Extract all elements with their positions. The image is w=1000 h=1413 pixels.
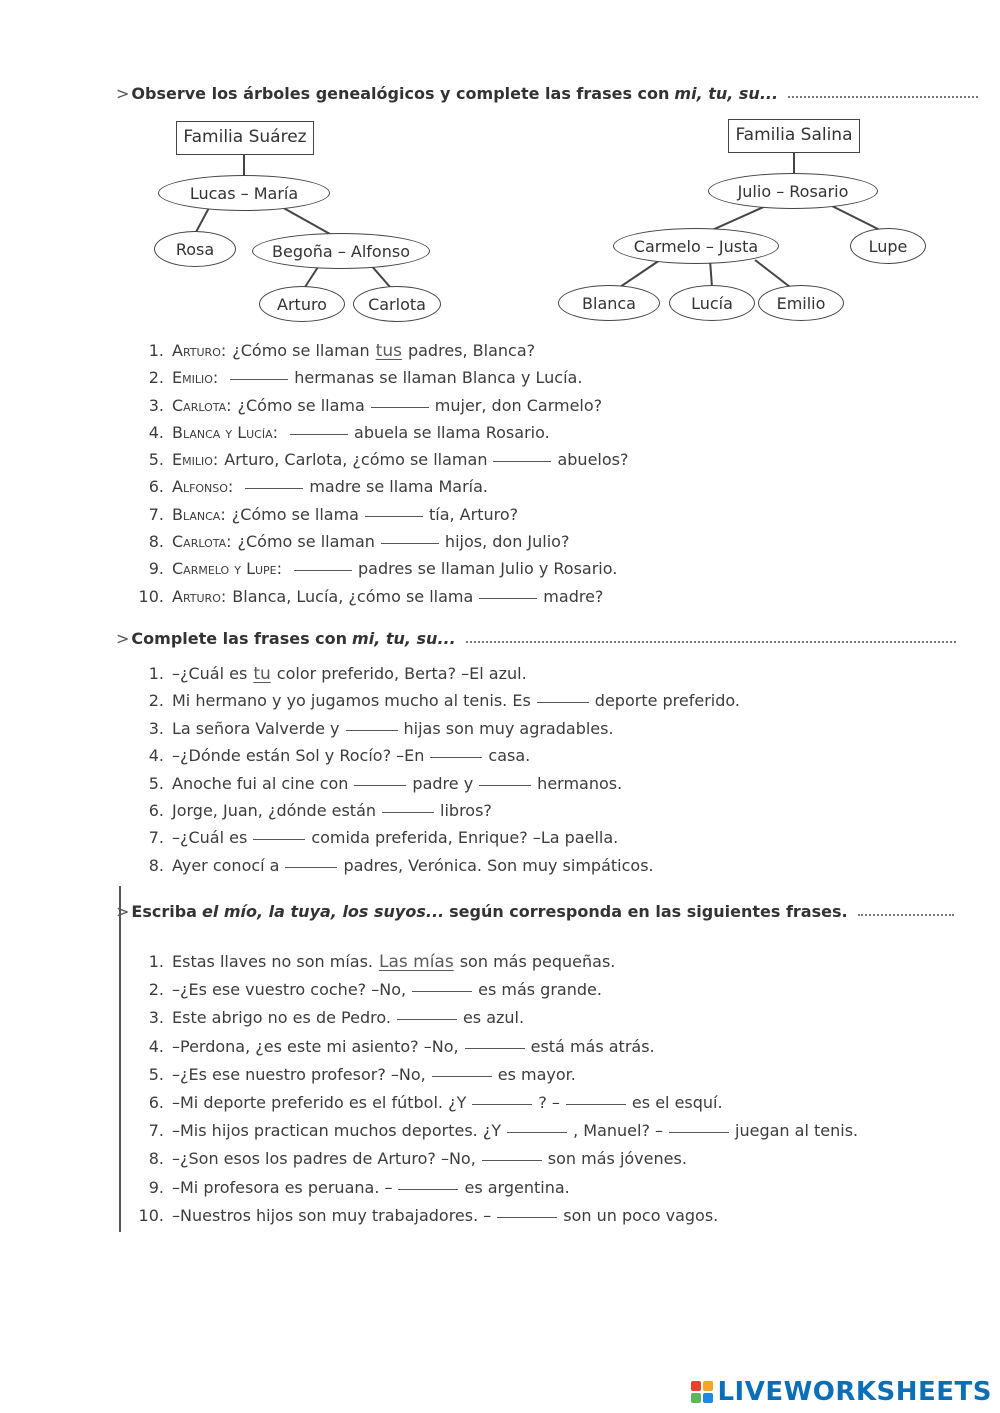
exercise-item: [128, 719, 740, 746]
section2-list: [128, 664, 740, 883]
tree-salina-lucia: Lucía: [669, 285, 755, 321]
answer-blank[interactable]: [430, 745, 482, 758]
answer-blank[interactable]: [371, 395, 429, 408]
item-number: 9.: [148, 1177, 164, 1197]
answer-blank[interactable]: [669, 1120, 729, 1133]
section3-heading: [116, 902, 954, 921]
item-text-after: comida preferida, Enrique? –La paella.: [311, 828, 619, 848]
exercise-item: [128, 423, 628, 450]
logo-mark-icon: [691, 1381, 713, 1403]
tree-suarez-rosa: Rosa: [154, 231, 236, 267]
tree-suarez-arturo: Arturo: [259, 286, 345, 322]
exercise-item: [128, 1065, 858, 1093]
item-text-after: hermanos.: [537, 773, 623, 793]
exercise-item: [128, 664, 740, 691]
item-text-after: es argentina.: [464, 1177, 570, 1197]
item-text-before: Blanca, Lucía, ¿cómo se llama: [232, 586, 474, 606]
tree-salina-couple: Julio – Rosario: [708, 173, 878, 209]
liveworksheets-logo: [691, 1377, 992, 1407]
answer-blank[interactable]: [493, 449, 551, 462]
item-number: 7.: [148, 1121, 164, 1141]
item-number: 6.: [148, 1092, 164, 1112]
item-text-before: –¿Cuál es: [172, 828, 248, 848]
answer-blank[interactable]: [365, 504, 423, 517]
speaker-name: Carlota:: [172, 532, 232, 552]
item-text-before: –¿Es ese nuestro profesor? –No,: [172, 1064, 426, 1084]
item-text-after: son más jóvenes.: [547, 1149, 687, 1169]
answer-blank[interactable]: [354, 773, 406, 786]
item-number: 6.: [148, 477, 164, 497]
speaker-name: Carlota:: [172, 395, 232, 415]
exercise-item: [128, 980, 858, 1008]
item-text-after: abuelos?: [557, 450, 629, 470]
answer-blank[interactable]: [479, 586, 537, 599]
section2-heading: [116, 629, 956, 648]
answer-blank[interactable]: [465, 1036, 525, 1049]
item-text-after: mujer, don Carmelo?: [434, 395, 603, 415]
item-text-before: Estas llaves no son mías.: [172, 952, 373, 971]
item-text-after: casa.: [488, 746, 531, 766]
dotted-rule: [858, 913, 954, 916]
item-text-before: –¿Dónde están Sol y Rocío? –En: [172, 746, 425, 766]
item-number: 6.: [148, 800, 164, 820]
item-text-after: libros?: [440, 800, 492, 820]
item-number: 3.: [148, 718, 164, 738]
tree-salina-blanca: Blanca: [558, 285, 660, 321]
exercise-item: [128, 1206, 858, 1234]
item-text-mid: ? –: [538, 1092, 560, 1112]
item-number: 5.: [148, 1064, 164, 1084]
answer-text: Las mías: [379, 952, 454, 972]
item-text-before: –Nuestros hijos son muy trabajadores. –: [172, 1205, 492, 1225]
item-text-before: ¿Cómo se llama: [237, 395, 365, 415]
item-number: 8.: [148, 532, 164, 552]
exercise-item: [128, 1037, 858, 1065]
exercise-item: [128, 450, 628, 477]
answer-blank[interactable]: [290, 422, 348, 435]
speaker-name: Blanca y Lucía:: [172, 422, 279, 442]
item-text-before: –Mi deporte preferido es el fútbol. ¿Y: [172, 1092, 467, 1112]
exercise-item: [128, 532, 628, 559]
speaker-name: Emilio:: [172, 368, 219, 388]
item-text-before: Jorge, Juan, ¿dónde están: [172, 800, 377, 820]
item-text-after: deporte preferido.: [594, 691, 740, 711]
section2-heading-text: Complete las frases con: [131, 629, 348, 648]
item-text-before: Anoche fui al cine con: [172, 773, 349, 793]
speaker-name: Blanca:: [172, 504, 226, 524]
exercise-item: [128, 1008, 858, 1036]
item-text-after: son un poco vagos.: [563, 1205, 719, 1225]
item-text-before: –¿Cuál es: [172, 664, 248, 683]
exercise-item: [128, 396, 628, 423]
tree-salina-lupe: Lupe: [850, 228, 926, 264]
item-text-after: hermanas se llaman Blanca y Lucía.: [294, 368, 583, 388]
section1-list: [128, 341, 628, 614]
item-number: 3.: [148, 395, 164, 415]
item-number: 1.: [148, 341, 164, 360]
item-number: 8.: [148, 1149, 164, 1169]
item-text-after: tía, Arturo?: [428, 504, 519, 524]
tree-suarez-title: Familia Suárez: [176, 121, 314, 155]
exercise-item: [128, 505, 628, 532]
item-text-after: es mayor.: [497, 1064, 576, 1084]
item-text-mid: padre y: [412, 773, 474, 793]
answer-blank[interactable]: [397, 1007, 457, 1020]
item-text-after: hijas son muy agradables.: [403, 718, 614, 738]
speaker-name: Emilio:: [172, 450, 219, 470]
item-text-before: Arturo, Carlota, ¿cómo se llaman: [224, 450, 488, 470]
exercise-item: [128, 746, 740, 773]
answer-blank[interactable]: [294, 558, 352, 571]
speaker-name: Alfonso:: [172, 477, 234, 497]
tree-suarez-begona-alfonso: Begoña – Alfonso: [252, 233, 430, 269]
exercise-item: [128, 801, 740, 828]
exercise-item: [128, 952, 858, 980]
section1-heading-italic: mi, tu, su...: [674, 84, 779, 103]
item-text-after: padres, Blanca?: [407, 341, 536, 360]
answer-blank[interactable]: [381, 531, 439, 544]
item-text-before: –Mi profesora es peruana. –: [172, 1177, 393, 1197]
item-text-after: madre se llama María.: [309, 477, 488, 497]
exercise-item: [128, 1093, 858, 1121]
item-number: 5.: [148, 450, 164, 470]
answer-blank[interactable]: [245, 476, 303, 489]
tree-suarez-couple: Lucas – María: [158, 175, 330, 211]
answer-blank[interactable]: [482, 1148, 542, 1161]
tree-suarez-carlota: Carlota: [353, 286, 441, 322]
section3-list: [128, 952, 858, 1234]
answer-blank[interactable]: [230, 367, 288, 380]
item-text-after: es el esquí.: [631, 1092, 723, 1112]
item-text-before: La señora Valverde y: [172, 718, 340, 738]
tree-salina-title: Familia Salina: [728, 119, 860, 153]
item-text-before: –Perdona, ¿es este mi asiento? –No,: [172, 1036, 459, 1056]
item-number: 1.: [148, 664, 164, 683]
item-number: 2.: [148, 980, 164, 1000]
section1-heading-text: Observe los árboles genealógicos y complete las frases con: [131, 84, 670, 103]
answer-blank[interactable]: [472, 1092, 532, 1105]
item-text-after: padres, Verónica. Son muy simpáticos.: [343, 855, 654, 875]
item-text-before: Ayer conocí a: [172, 855, 280, 875]
exercise-item: [128, 368, 628, 395]
item-text-before: –Mis hijos practican muchos deportes. ¿Y: [172, 1121, 502, 1141]
item-number: 7.: [148, 504, 164, 524]
exercise-item: [128, 691, 740, 718]
tree-salina-carmelo-justa: Carmelo – Justa: [613, 228, 779, 264]
exercise-item: [128, 1178, 858, 1206]
answer-blank[interactable]: [412, 979, 472, 992]
item-text-before: –¿Es ese vuestro coche? –No,: [172, 980, 407, 1000]
item-text-after: es azul.: [462, 1008, 525, 1028]
answer-blank[interactable]: [398, 1177, 458, 1190]
tree-salina-emilio: Emilio: [758, 285, 844, 321]
item-text-mid: , Manuel? –: [573, 1121, 664, 1141]
answer-blank[interactable]: [479, 773, 531, 786]
tree-connectors: [0, 0, 1000, 330]
item-number: 4.: [148, 746, 164, 766]
item-text-before: Mi hermano y yo jugamos mucho al tenis. Es: [172, 691, 531, 711]
item-number: 3.: [148, 1008, 164, 1028]
answer-blank[interactable]: [566, 1092, 626, 1105]
exercise-item: [128, 341, 628, 368]
item-text-after: es más grande.: [478, 980, 602, 1000]
answer-blank[interactable]: [507, 1120, 567, 1133]
item-number: 2.: [148, 691, 164, 711]
answer-blank[interactable]: [346, 718, 398, 731]
section3-heading-before: Escriba: [131, 902, 197, 921]
item-text-after: juegan al tenis.: [735, 1121, 859, 1141]
exercise-item: [128, 1149, 858, 1177]
answer-blank[interactable]: [537, 690, 589, 703]
speaker-name: Carmelo y Lupe:: [172, 559, 283, 579]
section3-heading-italic: el mío, la tuya, los suyos...: [201, 902, 445, 921]
arrow-icon: >: [116, 84, 130, 103]
item-number: 9.: [148, 559, 164, 579]
item-number: 8.: [148, 855, 164, 875]
speaker-name: Arturo:: [172, 586, 227, 606]
item-text-before: ¿Cómo se llama: [231, 504, 359, 524]
item-number: 4.: [148, 1036, 164, 1056]
exercise-item: [128, 559, 628, 586]
answer-blank[interactable]: [497, 1205, 557, 1218]
item-number: 1.: [148, 952, 164, 971]
item-number: 7.: [148, 828, 164, 848]
answer-text: tu: [253, 664, 271, 684]
item-number: 10.: [138, 1205, 164, 1225]
answer-blank[interactable]: [253, 827, 305, 840]
logo-text: LIVEWORKSHEETS: [717, 1377, 992, 1407]
item-number: 10.: [138, 586, 164, 606]
item-text-after: color preferido, Berta? –El azul.: [276, 664, 527, 683]
item-text-before: ¿Cómo se llaman: [232, 341, 370, 360]
section3-margin-line: [119, 886, 121, 1232]
dotted-rule: [466, 640, 956, 643]
item-number: 5.: [148, 773, 164, 793]
answer-text: tus: [375, 341, 402, 361]
item-text-before: –¿Son esos los padres de Arturo? –No,: [172, 1149, 476, 1169]
arrow-icon: >: [116, 629, 130, 648]
exercise-item: [128, 1121, 858, 1149]
item-text-after: abuela se llama Rosario.: [354, 422, 550, 442]
section2-heading-italic: mi, tu, su...: [352, 629, 456, 648]
answer-blank[interactable]: [285, 855, 337, 868]
speaker-name: Arturo:: [172, 341, 227, 360]
item-text-before: Este abrigo no es de Pedro.: [172, 1008, 391, 1028]
item-text-after: madre?: [543, 586, 604, 606]
item-text-after: hijos, don Julio?: [444, 532, 570, 552]
answer-blank[interactable]: [382, 800, 434, 813]
exercise-item: [128, 774, 740, 801]
arrow-icon: >: [116, 902, 130, 921]
answer-blank[interactable]: [432, 1064, 492, 1077]
exercise-item: [128, 587, 628, 614]
item-text-after: está más atrás.: [530, 1036, 655, 1056]
item-text-before: ¿Cómo se llaman: [237, 532, 375, 552]
item-text-after: son más pequeñas.: [459, 952, 616, 971]
item-number: 4.: [148, 422, 164, 442]
exercise-item: [128, 856, 740, 883]
exercise-item: [128, 828, 740, 855]
section3-heading-after: según corresponda en las siguientes frases.: [449, 902, 848, 921]
exercise-item: [128, 477, 628, 504]
item-text-after: padres se llaman Julio y Rosario.: [358, 559, 618, 579]
item-number: 2.: [148, 368, 164, 388]
